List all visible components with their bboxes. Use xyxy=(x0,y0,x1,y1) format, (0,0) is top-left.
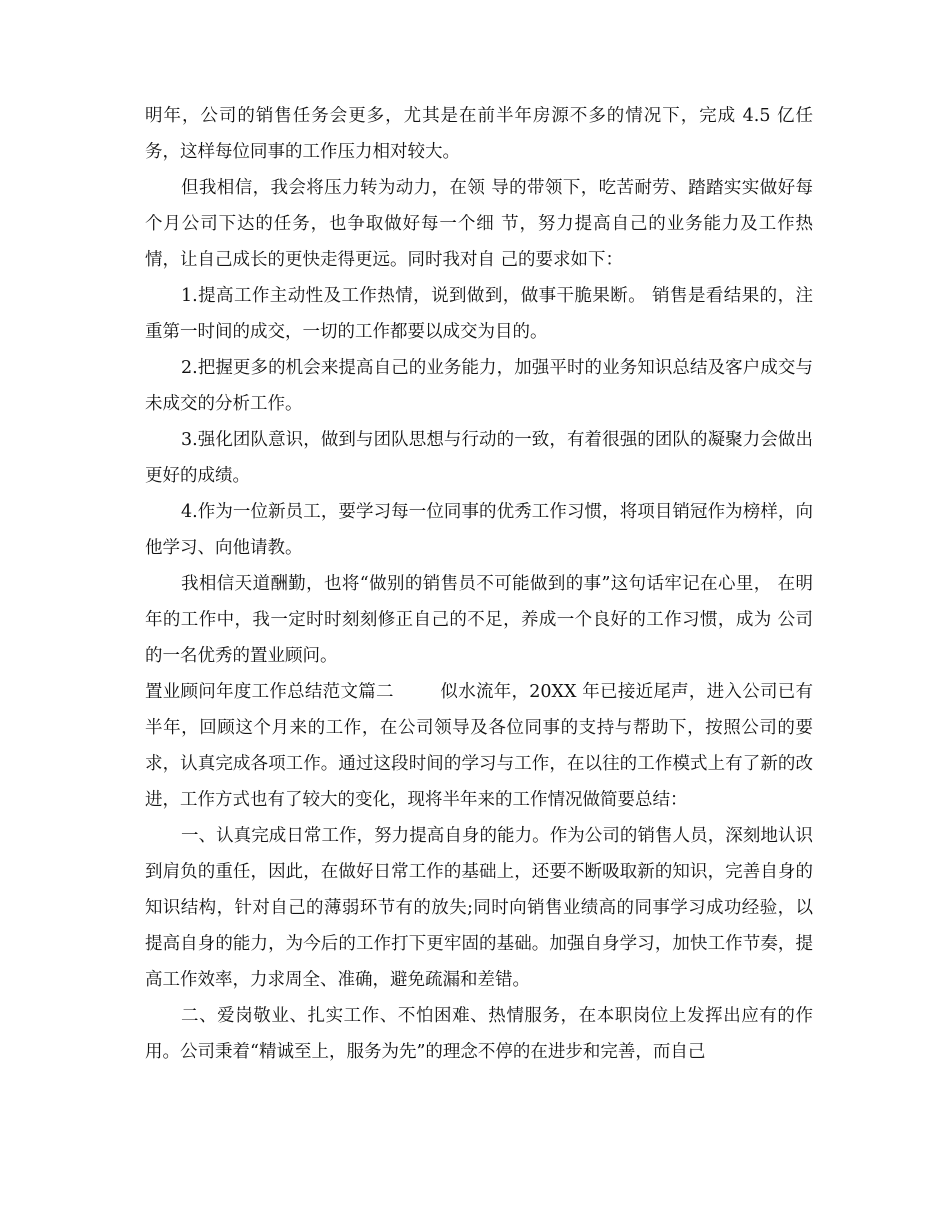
section-intro-text: 似水流年，20XX 年已接近尾声，进入公司已有半年，回顾这个月来的工作，在公司领导及各位同事的支持与帮助下，按照公司的要求，认真完成各项工作。通过这段时间的学习与工作，在以往的工作模式上有了新的改进，工作方式也有了较大的变化，现将半年来的工作情况做简要总结： xyxy=(145,682,813,810)
paragraph-item-1: 1.提高工作主动性及工作热情，说到做到，做事干脆果断。 销售是看结果的，注重第一时间的成交，一切的工作都要以成交为目的。 xyxy=(145,286,813,342)
paragraph-2: 但我相信，我会将压力转为动力，在领 导的带领下，吃苦耐劳、踏踏实实做好每个月公司下达的任务，也争取做好每一个细 节，努力提高自己的业务能力及工作热情，让自己成长的更快走得更远。同时我对自 己的要求如下： xyxy=(145,178,813,270)
paragraph-point-two: 二、爱岗敬业、扎实工作、不怕困难、热情服务，在本职岗位上发挥出应有的作用。公司秉着“精诚至上，服务为先”的理念不停的在进步和完善，而自己 xyxy=(145,1006,813,1062)
section-heading: 置业顾问年度工作总结范文篇二 xyxy=(145,682,394,702)
paragraph-closing: 我相信天道酬勤，也将“做别的销售员不可能做到的事”这句话牢记在心里， 在明年的工作中，我一定时时刻刻修正自己的不足，养成一个良好的工作习惯，成为 公司的一名优秀的置业顾问。 xyxy=(145,574,813,666)
paragraph-item-4: 4.作为一位新员工，要学习每一位同事的优秀工作习惯，将项目销冠作为榜样，向他学习、向他请教。 xyxy=(145,502,813,558)
paragraph-item-3: 3.强化团队意识，做到与团队思想与行动的一致，有着很强的团队的凝聚力会做出 更好的成绩。 xyxy=(145,430,813,486)
document-body xyxy=(145,98,813,1070)
paragraph-1: 明年，公司的销售任务会更多，尤其是在前半年房源不多的情况下，完成 4.5 亿任务，这样每位同事的工作压力相对较大。 xyxy=(145,106,813,162)
paragraph-item-2: 2.把握更多的机会来提高自己的业务能力，加强平时的业务知识总结及客户成交与 未成交的分析工作。 xyxy=(145,358,813,414)
paragraph-point-one: 一、认真完成日常工作，努力提高自身的能力。作为公司的销售人员，深刻地认识到肩负的重任，因此，在做好日常工作的基础上，还要不断吸取新的知识，完善自身的知识结构，针对自己的薄弱环节有的放失;同时向销售业绩高的同事学习成功经验，以提高自身的能力，为今后的工作打下更牢固的基础。加强自身学习，加快工作节奏，提高工作效率，力求周全、准确，避免疏漏和差错。 xyxy=(145,826,813,990)
paragraph-section-two xyxy=(145,674,813,818)
